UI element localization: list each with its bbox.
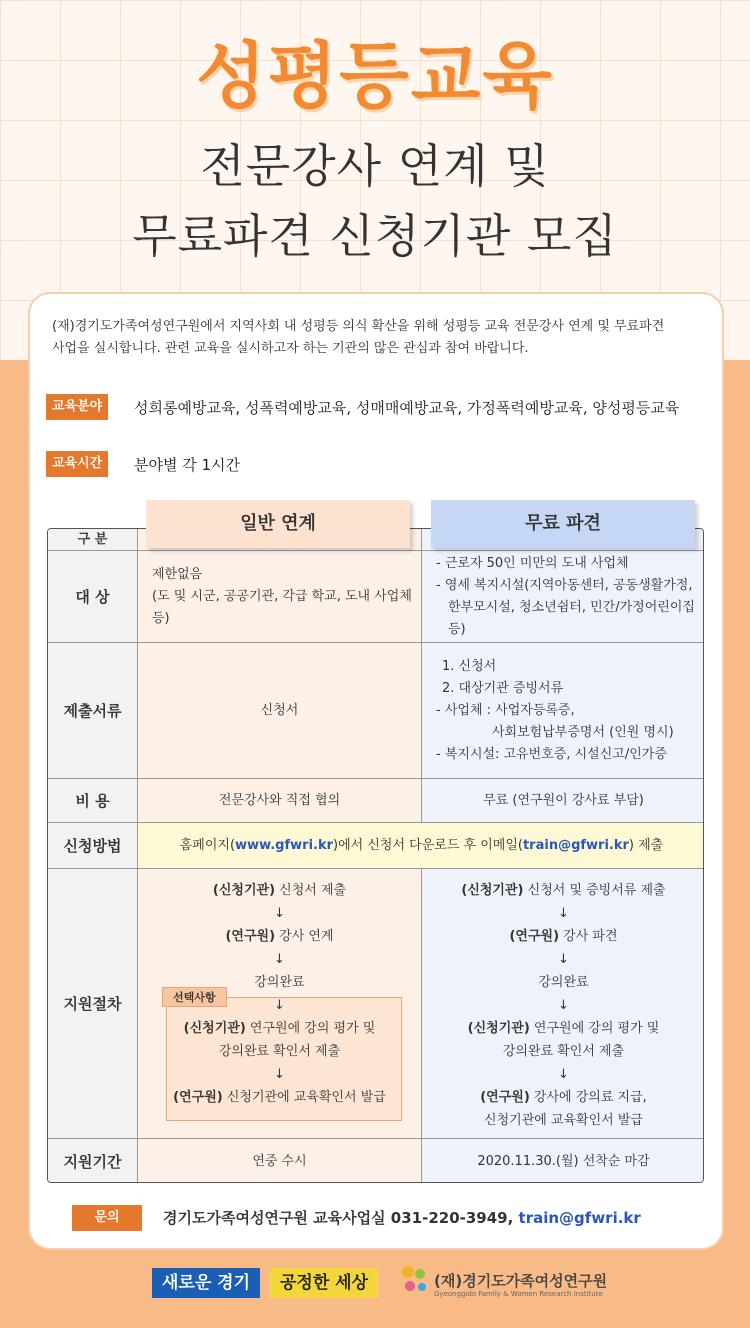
homepage-link[interactable]: www.gfwri.kr	[235, 837, 334, 853]
row-label-period: 지원기간	[48, 1139, 138, 1183]
arrow-down-icon: ↓	[274, 998, 285, 1013]
page-title: 성평등교육	[196, 34, 554, 118]
contact-email-link[interactable]: train@gfwri.kr	[518, 1209, 641, 1227]
time-tag: 교육시간	[46, 451, 108, 477]
intro-text: (재)경기도가족여성연구원에서 지역사회 내 성평등 의식 확산을 위해 성평등 교육 전문강사 연계 및 무료파견 사업을 실시합니다. 관련 교육을 실시하고자 하는 기관의 많은 관심과 참여 바랍니다.	[52, 319, 665, 356]
email-link[interactable]: train@gfwri.kr	[522, 837, 629, 853]
row-label-docs: 제출서류	[48, 643, 138, 779]
arrow-down-icon: ↓	[274, 906, 285, 921]
time-value: 분야별 각 1시간	[134, 456, 241, 474]
row-label-target: 대 상	[48, 551, 138, 643]
field-value: 성희롱예방교육, 성폭력예방교육, 성매매예방교육, 가정폭력예방교육, 양성평등교육	[134, 399, 680, 417]
table-corner: 구 분	[48, 529, 138, 551]
period-free: 2020.11.30.(월) 선착순 마감	[422, 1139, 704, 1183]
arrow-down-icon: ↓	[558, 906, 569, 921]
page-subtitle-line2: 무료파견 신청기관 모집	[132, 209, 618, 263]
period-general: 연중 수시	[138, 1139, 422, 1183]
target-free: - 근로자 50인 미만의 도내 사업체 - 영세 복지시설(지역아동센터, 공동생활가정, 한부모시설, 청소년쉼터, 민간/가정어린이집 등)	[422, 551, 704, 643]
arrow-down-icon: ↓	[274, 952, 285, 967]
target-general: 제한없음 (도 및 시군, 공공기관, 각급 학교, 도내 사업체 등)	[138, 551, 422, 643]
program-table	[47, 528, 704, 1183]
procedure-free: (신청기관) 신청서 및 증빙서류 제출 ↓ (연구원) 강사 파견 ↓ 강의완료 ↓ (신청기관) 연구원에 강의 평가 및 강의완료 확인서 제출 ↓ (연구원) 강사에 강의료 지급, 신청기관에 교육확인서 발급	[422, 869, 704, 1139]
contact-tag: 문의	[72, 1205, 142, 1231]
optional-tag: 선택사항	[162, 987, 227, 1007]
arrow-down-icon: ↓	[558, 952, 569, 967]
org-logo-icon	[396, 1262, 432, 1298]
slogan-fair-world: 공정한 세상	[270, 1268, 378, 1298]
arrow-down-icon: ↓	[274, 1067, 285, 1082]
row-label-cost: 비 용	[48, 779, 138, 823]
general-column-header: 일반 연계	[146, 500, 410, 548]
org-name-en: Gyeonggido Family & Women Research Institute	[434, 1290, 603, 1298]
arrow-down-icon: ↓	[558, 998, 569, 1013]
page-subtitle-line1: 전문강사 연계 및	[200, 139, 550, 193]
cost-general: 전문강사와 직접 협의	[138, 779, 422, 823]
arrow-down-icon: ↓	[558, 1067, 569, 1082]
contact-info: 경기도가족여성연구원 교육사업실 031-220-3949, train@gfwri.kr	[163, 1209, 641, 1227]
free-column-header: 무료 파견	[431, 500, 695, 548]
cost-free: 무료 (연구원이 강사료 부담)	[422, 779, 704, 823]
docs-free: 1. 신청서 2. 대상기관 증빙서류 - 사업체 : 사업자등록증, 사회보험납부증명서 (인원 명시) - 복지시설: 고유번호증, 시설신고/인가증	[422, 643, 704, 779]
row-label-procedure: 지원절차	[48, 869, 138, 1139]
procedure-general: 선택사항 (신청기관) 신청서 제출 ↓ (연구원) 강사 연계 ↓ 강의완료 ↓ (신청기관) 연구원에 강의 평가 및 강의완료 확인서 제출 ↓ (연구원) 신청기관에 교육확인서 발급	[138, 869, 422, 1139]
docs-general: 신청서	[138, 643, 422, 779]
slogan-new-gyeonggi: 새로운 경기	[152, 1268, 260, 1298]
field-tag: 교육분야	[46, 394, 108, 420]
method-value: 홈페이지( www.gfwri.kr )에서 신청서 다운로드 후 이메일( train@gfwri.kr ) 제출	[138, 823, 704, 869]
row-label-method: 신청방법	[48, 823, 138, 869]
org-name: (재)경기도가족여성연구원	[434, 1272, 608, 1290]
